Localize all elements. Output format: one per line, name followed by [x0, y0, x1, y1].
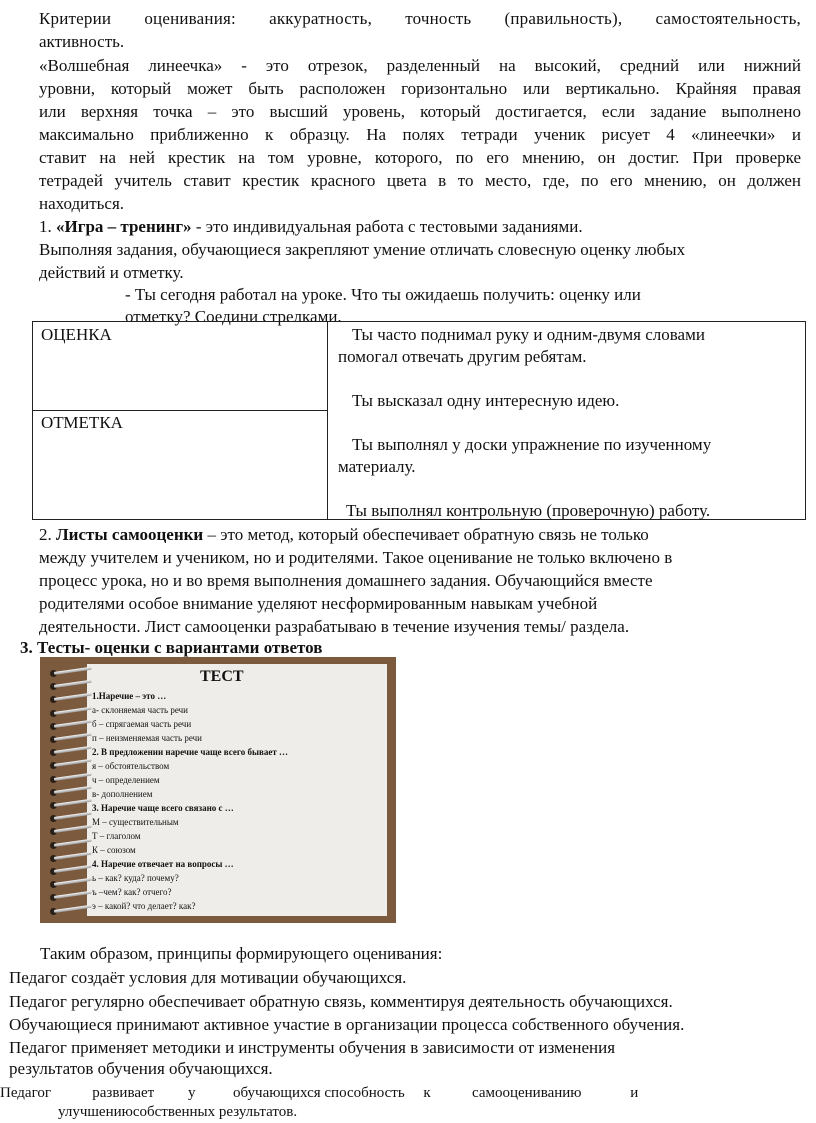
ring-wire	[54, 680, 92, 688]
principle-line: результатов обучения обучающихся.	[9, 1059, 273, 1078]
spiral-ring	[50, 869, 90, 875]
spiral-ring	[50, 909, 90, 915]
ring-wire	[54, 667, 92, 675]
test-answer-option[interactable]: а- склоняемая часть речи	[92, 705, 188, 715]
ring-wire	[54, 838, 92, 846]
test-question: 1.Наречие – это …	[92, 691, 167, 701]
criteria-line: Критерии оценивания: аккуратность, точность (правильность), самостоятельность,	[39, 9, 801, 28]
ring-wire	[54, 746, 92, 754]
section-1-number: 1.	[39, 217, 56, 236]
section-2-heading	[39, 524, 649, 546]
ring-wire	[54, 733, 92, 741]
ring-wire	[54, 865, 92, 873]
spiral-ring	[50, 763, 90, 769]
test-answer-option[interactable]: ъ –чем? как? отчего?	[92, 887, 172, 897]
ring-wire	[54, 720, 92, 728]
test-answer-option[interactable]: М – существительным	[92, 817, 179, 827]
option-text: помогал отвечать другим ребятам.	[338, 347, 587, 366]
ring-wire	[54, 759, 92, 767]
left-column	[33, 322, 328, 519]
paragraph-line: ставит на ней крестик на том уровне, которого, по его мнению, он достиг. При проверке	[39, 148, 801, 167]
spiral-ring	[50, 882, 90, 888]
test-question: 2. В предложении наречие чаще всего бывает …	[92, 747, 289, 757]
conclusion-intro: Таким образом, принципы формирующего оценивания:	[40, 944, 443, 963]
option-text[interactable]: Ты часто поднимал руку и одним-двумя словами	[352, 325, 705, 344]
principle-line: Обучающиеся принимают активное участие в организации процесса собственного обучения.	[9, 1015, 685, 1034]
spiral-ring	[50, 711, 90, 717]
section-2-line: процесс урока, но и во время выполнения домашнего задания. Обучающийся вместе	[39, 571, 653, 590]
test-question: 4. Наречие отвечает на вопросы …	[92, 859, 234, 869]
section-2-text: – это метод, который обеспечивает обратную связь не только	[203, 525, 649, 544]
spiral-ring	[50, 684, 90, 690]
spiral-ring	[50, 856, 90, 862]
principle-line: Педагог регулярно обеспечивает обратную связь, комментируя деятельность обучающихся.	[9, 992, 673, 1011]
paragraph-line: «Волшебная линеечка» - это отрезок, разделенный на высокий, средний или нижний	[39, 56, 801, 75]
spiral-ring	[50, 737, 90, 743]
ring-wire	[54, 825, 92, 833]
test-answer-option[interactable]: э – какой? что делает? как?	[92, 901, 196, 911]
option-text: материалу.	[338, 457, 416, 476]
ring-wire	[54, 799, 92, 807]
option-text[interactable]: Ты выполнял контрольную (проверочную) работу.	[346, 501, 711, 520]
ring-wire	[54, 812, 92, 820]
paragraph-line: тетрадей учитель ставит крестик красного цвета в то место, где, по его мнению, он должен	[39, 171, 801, 190]
test-answer-option[interactable]: в- дополнением	[92, 789, 153, 799]
test-answer-option[interactable]: Т – глаголом	[92, 831, 141, 841]
spiral-ring	[50, 790, 90, 796]
ring-wire	[54, 904, 92, 912]
paragraph-line: максимально приближенно к образцу. На полях тетради ученик рисует 4 «линеечки» и	[39, 125, 801, 144]
matching-table	[32, 321, 806, 520]
paragraph-line: или верхняя точка – это высший уровень, который достигается, если задание выполнено	[39, 102, 801, 121]
ring-wire	[54, 852, 92, 860]
spiral-ring	[50, 895, 90, 901]
ring-wire	[54, 772, 92, 780]
section-1-line: действий и отметку.	[39, 263, 184, 282]
option-text[interactable]: Ты выполнял у доски упражнение по изученному	[352, 435, 712, 454]
spiral-ring	[50, 803, 90, 809]
section-3-heading: 3. Тесты- оценки с вариантами ответов	[20, 638, 323, 657]
ring-wire	[54, 878, 92, 886]
ring-wire	[54, 706, 92, 714]
criteria-line-end: активность.	[39, 32, 125, 51]
test-notebook-image	[40, 657, 396, 923]
task-prompt: отметку? Соедини стрелками.	[125, 307, 342, 326]
section-1-text: - это индивидуальная работа с тестовыми заданиями.	[191, 217, 583, 236]
section-2-line: родителями особое внимание уделяют несформированным навыкам учебной	[39, 594, 598, 613]
section-2-line: между учителем и учеником, но и родителями. Такое оценивание не только включено в	[39, 548, 673, 567]
spiral-ring	[50, 816, 90, 822]
spiral-ring	[50, 724, 90, 730]
spiral-ring	[50, 843, 90, 849]
section-1-line: Выполняя задания, обучающиеся закрепляют умение отличать словесную оценку любых	[39, 240, 686, 259]
test-answer-option[interactable]: ь – как? куда? почему?	[92, 873, 179, 883]
principle-line: Педагог применяет методики и инструменты обучения в зависимости от изменения	[9, 1038, 616, 1057]
test-answer-option[interactable]: б – спрягаемая часть речи	[92, 719, 192, 729]
test-title: ТЕСТ	[200, 668, 244, 685]
test-answer-option[interactable]: п – неизменяемая часть речи	[92, 733, 202, 743]
spiral-ring	[50, 671, 90, 677]
paragraph-line: находиться.	[39, 194, 125, 213]
section-1-title: «Игра – тренинг»	[56, 217, 192, 236]
section-2-title: Листы самооценки	[56, 525, 204, 544]
section-1-heading	[39, 216, 583, 238]
test-question: 3. Наречие чаще всего связано с …	[92, 803, 234, 813]
spiral-ring	[50, 829, 90, 835]
spiral-ring	[50, 750, 90, 756]
task-prompt: - Ты сегодня работал на уроке. Что ты ожидаешь получить: оценку или	[125, 285, 641, 304]
ring-wire	[54, 786, 92, 794]
principle-line: Педагог развивает у обучающихся способность к самооцениванию и	[0, 1085, 639, 1101]
option-text[interactable]: Ты высказал одну интересную идею.	[352, 391, 620, 410]
spiral-ring	[50, 777, 90, 783]
test-answer-option[interactable]: ч – определением	[92, 775, 160, 785]
cell-evaluation[interactable]	[33, 322, 327, 411]
label-evaluation: ОЦЕНКА	[41, 325, 112, 344]
principle-line: улучшениюсобственных результатов.	[58, 1104, 298, 1120]
ring-wire	[54, 891, 92, 899]
spiral-ring	[50, 697, 90, 703]
paragraph-line: уровни, который может быть расположен горизонтально или вертикально. Крайняя правая	[39, 79, 801, 98]
section-2-line: деятельности. Лист самооценки разрабатываю в течение изучения темы/ раздела.	[39, 617, 630, 636]
label-mark[interactable]: ОТМЕТКА	[41, 413, 123, 432]
principle-line: Педагог создаёт условия для мотивации обучающихся.	[9, 968, 407, 987]
ring-wire	[54, 693, 92, 701]
test-answer-option[interactable]: К – союзом	[92, 845, 136, 855]
section-2-number: 2.	[39, 525, 56, 544]
test-answer-option[interactable]: я – обстоятельством	[92, 761, 170, 771]
